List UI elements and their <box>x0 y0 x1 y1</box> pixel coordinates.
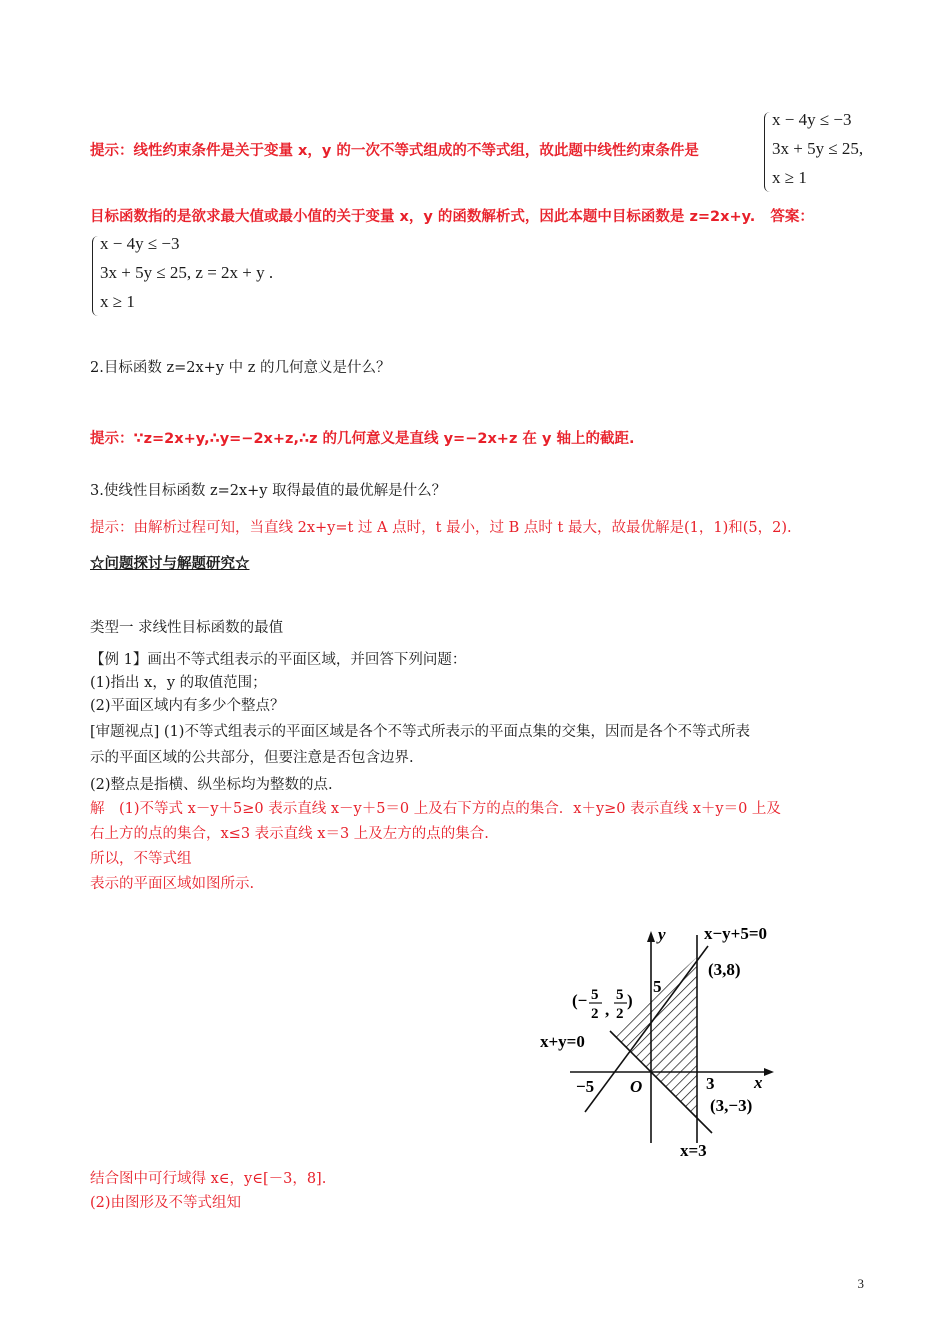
answer-system <box>92 232 352 318</box>
constraint-line-3: x ≥ 1 <box>772 168 807 187</box>
solution-line-3: 所以，不等式组 <box>90 851 192 867</box>
answer-label: 答案： <box>770 209 814 225</box>
analysis-line-2: 示的平面区域的公共部分，但要注意是否包含边界. <box>90 750 414 766</box>
neg-five-label: −5 <box>576 1077 595 1096</box>
question-3: 3.使线性目标函数 z=2x+y 取得最值的最优解是什么？ <box>90 483 447 499</box>
y-axis-arrow-icon <box>647 931 655 942</box>
page-number: 3 <box>857 1276 864 1291</box>
section-title: ☆问题探讨与解题研究☆ <box>90 555 250 572</box>
point-left-comma: , <box>605 1000 610 1019</box>
line3-label: x=3 <box>680 1141 707 1160</box>
three-label: 3 <box>706 1074 715 1093</box>
point-left-close: ) <box>627 991 633 1010</box>
point-left-num2: 5 <box>616 987 624 1003</box>
origin-label: O <box>630 1077 643 1096</box>
hint-objective-text <box>90 206 814 228</box>
x-axis-arrow-icon <box>764 1068 774 1076</box>
constraint-system-1 <box>764 108 924 194</box>
point-left-den2: 2 <box>616 1006 624 1022</box>
point-left-open: (− <box>572 991 588 1010</box>
example-question-2: (2)平面区域内有多少个整点？ <box>90 698 285 714</box>
analysis-line-1: [审题视点] (1)不等式组表示的平面区域是各个不等式所表示的平面点集的交集，因而是各个不等式所表 <box>90 724 750 740</box>
answer-line-3: x ≥ 1 <box>100 292 135 311</box>
point-bottom-label: (3,−3) <box>710 1096 753 1115</box>
type-heading: 类型一 求线性目标函数的最值 <box>90 620 284 636</box>
example-question-1: (1)指出 x，y 的取值范围； <box>90 675 267 691</box>
point-left-den1: 2 <box>591 1006 599 1022</box>
y-intercept-5-label: 5 <box>653 977 662 996</box>
brace-icon <box>764 112 771 192</box>
example-1: 【例 1】画出不等式组表示的平面区域，并回答下列问题： <box>90 652 467 668</box>
question-2: 2.目标函数 z=2x+y 中 z 的几何意义是什么？ <box>90 360 391 376</box>
answer-line-2: 3x + 5y ≤ 25, z = 2x + y . <box>100 263 274 282</box>
y-axis-label: y <box>658 925 666 944</box>
hint-question-2: 提示：∵z=2x+y,∴y=−2x+z,∴z 的几何意义是直线 y=−2x+z 在 y 轴上的截距. <box>90 431 635 447</box>
x-axis-label: x <box>754 1073 763 1092</box>
point-left-num1: 5 <box>591 987 599 1003</box>
constraint-line-2: 3x + 5y ≤ 25, <box>772 139 864 158</box>
solution-line-6: (2)由图形及不等式组知 <box>90 1195 242 1211</box>
line1-label: x−y+5=0 <box>704 924 768 943</box>
analysis-line-3: (2)整点是指横、纵坐标均为整数的点. <box>90 777 333 793</box>
hint-question-3: 提示：由解析过程可知，当直线 2x+y=t 过 A 点时，t 最小，过 B 点时 t 最大，故最优解是(1，1)和(5，2). <box>90 520 792 536</box>
constraint-line-1: x − 4y ≤ −3 <box>772 110 852 129</box>
solution-line-4: 表示的平面区域如图所示. <box>90 876 255 892</box>
point-top-label: (3,8) <box>708 960 741 979</box>
solution-line-5: 结合图中可行域得 x∈，y∈[－3，8]. <box>90 1171 327 1187</box>
brace-icon <box>92 236 99 316</box>
solution-line-1: 解 (1)不等式 x－y＋5≥0 表示直线 x－y＋5＝0 上及右下方的点的集合．x＋y≥0 表示直线 x＋y＝0 上及 <box>90 801 781 817</box>
hint-constraint-text: 提示：线性约束条件是关于变量 x，y 的一次不等式组成的不等式组，故此题中线性约束条件是 <box>90 143 699 159</box>
feasible-region-figure <box>530 915 810 1165</box>
line2-label: x+y=0 <box>540 1032 585 1051</box>
solution-line-2: 右上方的点的集合，x≤3 表示直线 x＝3 上及左方的点的集合. <box>90 826 489 842</box>
answer-line-1: x − 4y ≤ −3 <box>100 234 180 253</box>
hint-objective-body: 目标函数指的是欲求最大值或最小值的关于变量 x，y 的函数解析式，因此本题中目标函数是 z=2x+y. <box>90 209 756 225</box>
